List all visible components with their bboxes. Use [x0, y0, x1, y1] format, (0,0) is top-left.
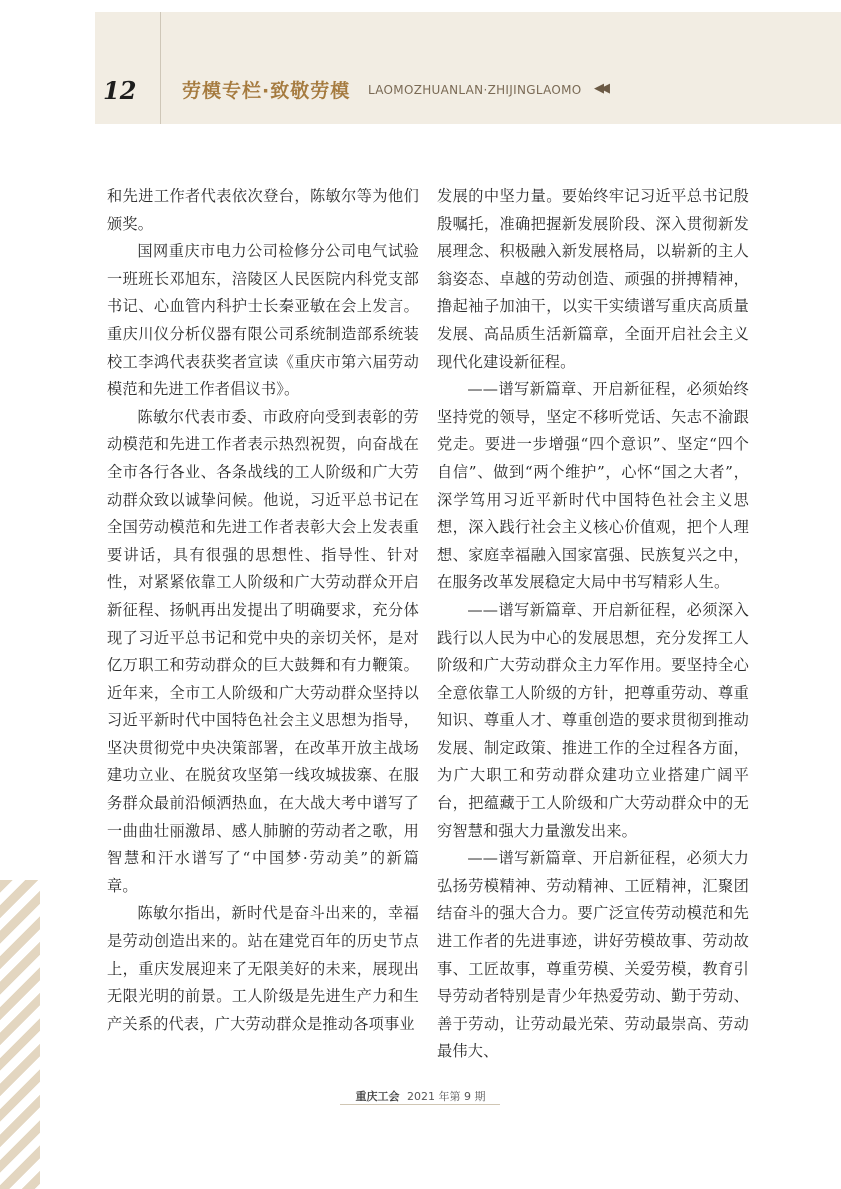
footer-rule [340, 1104, 500, 1105]
paragraph: ——谱写新篇章、开启新征程，必须始终坚持党的领导，坚定不移听党话、矢志不渝跟党走。要进一步增强“四个意识”、坚定“四个自信”、做到“两个维护”，心怀“国之大者”，深学笃用习近平新时代中国特色社会主义思想，深入践行社会主义核心价值观，把个人理想、家庭幸福融入国家富强、民族复兴之中，在服务改革发展稳定大局中书写精彩人生。 [437, 380, 749, 592]
paragraph: 和先进工作者代表依次登台，陈敏尔等为他们颁奖。 [107, 187, 419, 233]
header-divider [160, 12, 161, 124]
paragraph: 陈敏尔代表市委、市政府向受到表彰的劳动模范和先进工作者表示热烈祝贺，向奋战在全市各行各业、各条战线的工人阶级和广大劳动群众致以诚挚问候。他说，习近平总书记在全国劳动模范和先进工作者表彰大会上发表重要讲话，具有很强的思想性、指导性、针对性，对紧紧依靠工人阶级和广大劳动群众开启新征程、扬帆再出发提出了明确要求，充分体现了习近平总书记和党中央的亲切关怀，是对亿万职工和劳动群众的巨大鼓舞和有力鞭策。近年来，全市工人阶级和广大劳动群众坚持以习近平新时代中国特色社会主义思想为指导，坚决贯彻党中央决策部署，在改革开放主战场建功立业、在脱贫攻坚第一线攻城拔寨、在服务群众最前沿倾洒热血，在大战大考中谱写了一曲曲壮丽激昂、感人肺腑的劳动者之歌，用智慧和汗水谱写了“中国梦·劳动美”的新篇章。 [107, 407, 419, 895]
double-arrow-left-icon: ◀◀ [594, 81, 606, 96]
decorative-stripes [0, 880, 40, 1189]
issue-label: 2021 年第 9 期 [407, 1090, 486, 1103]
footer [0, 1088, 841, 1104]
section-title: 劳模专栏·致敬劳模 [182, 80, 351, 102]
header-band [95, 12, 841, 124]
paragraph: 国网重庆市电力公司检修分公司电气试验一班班长邓旭东，涪陵区人民医院内科党支部书记、心血管内科护士长秦亚敏在会上发言。重庆川仪分析仪器有限公司系统制造部系统装校工李鸿代表获奖者宣读《重庆市第六届劳动模范和先进工作者倡议书》。 [107, 242, 419, 399]
paragraph: ——谱写新篇章、开启新征程，必须深入践行以人民为中心的发展思想，充分发挥工人阶级和广大劳动群众主力军作用。要坚持全心全意依靠工人阶级的方针，把尊重劳动、尊重知识、尊重人才、尊重创造的要求贯彻到推动发展、制定政策、推进工作的全过程各方面，为广大职工和劳动群众建功立业搭建广阔平台，把蕴藏于工人阶级和广大劳动群众中的无穷智慧和强大力量激发出来。 [437, 600, 749, 840]
article-left-column [107, 183, 419, 1038]
page-number: 12 [103, 76, 137, 105]
paragraph: 陈敏尔指出，新时代是奋斗出来的，幸福是劳动创造出来的。站在建党百年的历史节点上，重庆发展迎来了无限美好的未来，展现出无限光明的前景。工人阶级是先进生产力和生产关系的代表，广大劳动群众是推动各项事业 [107, 904, 419, 1033]
paragraph: 发展的中坚力量。要始终牢记习近平总书记殷殷嘱托，准确把握新发展阶段、深入贯彻新发展理念、积极融入新发展格局，以崭新的主人翁姿态、卓越的劳动创造、顽强的拼搏精神，撸起袖子加油干，以实干实绩谱写重庆高质量发展、高品质生活新篇章，全面开启社会主义现代化建设新征程。 [437, 187, 749, 371]
paragraph: ——谱写新篇章、开启新征程，必须大力弘扬劳模精神、劳动精神、工匠精神，汇聚团结奋斗的强大合力。要广泛宣传劳动模范和先进工作者的先进事迹，讲好劳模故事、劳动故事、工匠故事，尊重劳模、关爱劳模，教育引导劳动者特别是青少年热爱劳动、勤于劳动、善于劳动，让劳动最光荣、劳动最崇高、劳动最伟大、 [437, 849, 749, 1061]
magazine-name: 重庆工会 [355, 1090, 400, 1103]
section-pinyin: LAOMOZHUANLAN·ZHIJINGLAOMO [368, 83, 582, 97]
article-right-column [437, 183, 749, 1066]
